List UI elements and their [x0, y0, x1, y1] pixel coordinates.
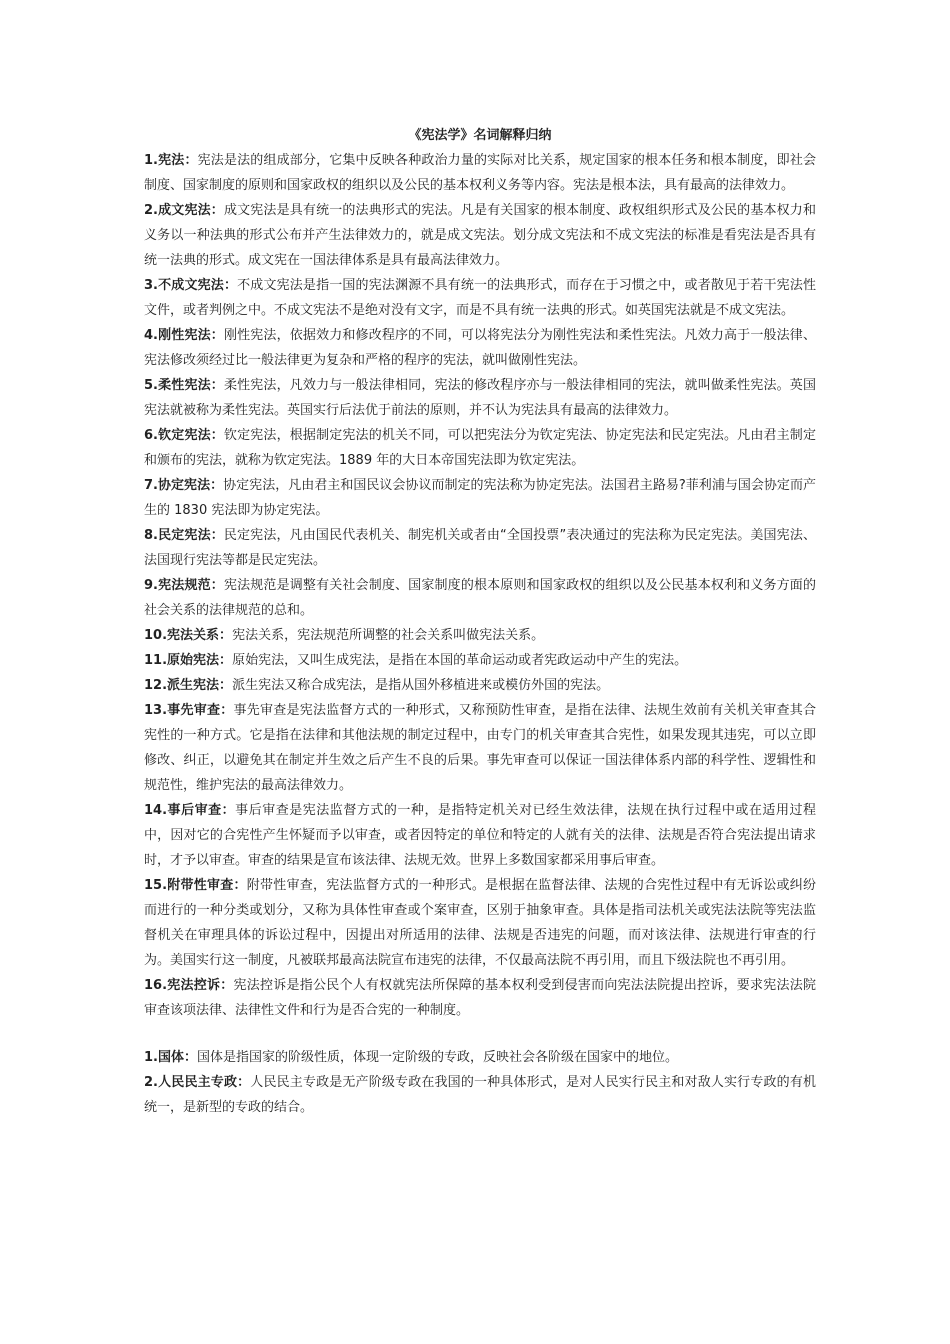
definition-entry: [144, 148, 816, 198]
definition-text: 协定宪法，凡由君主和国民议会协议而制定的宪法称为协定宪法。法国君主路易?菲利浦与国会协定而产生的 1830 宪法即为协定宪法。: [144, 478, 816, 518]
definition-entry: [144, 873, 816, 973]
definition-text: 宪法是法的组成部分，它集中反映各种政治力量的实际对比关系，规定国家的根本任务和根本制度，即社会制度、国家制度的原则和国家政权的组织以及公民的基本权利义务等内容。宪法是根本法，具有最高的法律效力。: [144, 153, 816, 193]
definition-text: 国体是指国家的阶级性质，体现一定阶级的专政，反映社会各阶级在国家中的地位。: [197, 1050, 679, 1065]
definition-entry: [144, 273, 816, 323]
term-label: 4.刚性宪法：: [144, 328, 224, 343]
definition-entry: [144, 423, 816, 473]
definition-entry: [144, 523, 816, 573]
section-spacer: [144, 1023, 816, 1045]
definition-entry: [144, 1070, 816, 1120]
definition-entry: [144, 648, 816, 673]
definition-text: 附带性审查，宪法监督方式的一种形式。是根据在监督法律、法规的合宪性过程中有无诉讼或纠纷而进行的一种分类或划分，又称为具体性审查或个案审查，区别于抽象审查。具体是指司法机关或宪法法院等宪法监督机关在审理具体的诉讼过程中，因提出对所适用的法律、法规是否违宪的问题，而对该法律、法规进行审查的行为。美国实行这一制度，凡被联邦最高法院宣布违宪的法律，不仅最高法院不再引用，而且下级法院也不再引用。: [144, 878, 816, 968]
definition-text: 钦定宪法，根据制定宪法的机关不同，可以把宪法分为钦定宪法、协定宪法和民定宪法。凡由君主制定和颁布的宪法，就称为钦定宪法。1889 年的大日本帝国宪法即为钦定宪法。: [144, 428, 816, 468]
definition-entry: [144, 198, 816, 273]
definition-entry: [144, 798, 816, 873]
definition-text: 宪法关系，宪法规范所调整的社会关系叫做宪法关系。: [232, 628, 545, 643]
definition-entry: [144, 1045, 816, 1070]
definition-text: 派生宪法又称合成宪法，是指从国外移植进来或模仿外国的宪法。: [232, 678, 610, 693]
definition-entry: [144, 973, 816, 1023]
term-label: 13.事先审查：: [144, 703, 234, 718]
definition-entry: [144, 673, 816, 698]
term-label: 2.人民民主专政：: [144, 1075, 251, 1090]
term-label: 16.宪法控诉：: [144, 978, 234, 993]
definition-text: 人民民主专政是无产阶级专政在我国的一种具体形式，是对人民实行民主和对敌人实行专政的有机统一，是新型的专政的结合。: [144, 1075, 816, 1115]
definition-text: 柔性宪法，凡效力与一般法律相同，宪法的修改程序亦与一般法律相同的宪法，就叫做柔性宪法。英国宪法就被称为柔性宪法。英国实行后法优于前法的原则，并不认为宪法具有最高的法律效力。: [144, 378, 816, 418]
definition-entry: [144, 698, 816, 798]
term-label: 5.柔性宪法：: [144, 378, 224, 393]
definition-entry: [144, 323, 816, 373]
definition-text: 原始宪法，又叫生成宪法，是指在本国的革命运动或者宪政运动中产生的宪法。: [232, 653, 688, 668]
term-label: 14.事后审查：: [144, 803, 236, 818]
definition-text: 成文宪法是具有统一的法典形式的宪法。凡是有关国家的根本制度、政权组织形式及公民的基本权力和义务以一种法典的形式公布并产生法律效力的，就是成文宪法。划分成文宪法和不成文宪法的标准是看宪法是否具有统一法典的形式。成文宪在一国法律体系是具有最高法律效力。: [144, 203, 816, 268]
term-label: 15.附带性审查：: [144, 878, 247, 893]
definition-text: 宪法规范是调整有关社会制度、国家制度的根本原则和国家政权的组织以及公民基本权利和义务方面的社会关系的法律规范的总和。: [144, 578, 816, 618]
definition-text: 刚性宪法，依据效力和修改程序的不同，可以将宪法分为刚性宪法和柔性宪法。凡效力高于一般法律、宪法修改须经过比一般法律更为复杂和严格的程序的宪法，就叫做刚性宪法。: [144, 328, 816, 368]
term-label: 3.不成文宪法：: [144, 278, 238, 293]
definition-entry: [144, 473, 816, 523]
term-label: 1.宪法：: [144, 153, 198, 168]
term-label: 6.钦定宪法：: [144, 428, 224, 443]
term-label: 9.宪法规范：: [144, 578, 224, 593]
definitions-section-1: [144, 148, 816, 1023]
definition-text: 事后审查是宪法监督方式的一种，是指特定机关对已经生效法律，法规在执行过程中或在适用过程中，因对它的合宪性产生怀疑而予以审查，或者因特定的单位和特定的人就有关的法律、法规是否符合宪法提出请求时，才予以审查。审查的结果是宣布该法律、法规无效。世界上多数国家都采用事后审查。: [144, 803, 816, 868]
definitions-section-2: [144, 1045, 816, 1120]
definition-entry: [144, 623, 816, 648]
term-label: 11.原始宪法：: [144, 653, 233, 668]
definition-entry: [144, 373, 816, 423]
term-label: 2.成文宪法：: [144, 203, 224, 218]
term-label: 7.协定宪法：: [144, 478, 224, 493]
term-label: 12.派生宪法：: [144, 678, 233, 693]
document-body: [144, 126, 816, 1120]
definition-text: 宪法控诉是指公民个人有权就宪法所保障的基本权利受到侵害而向宪法法院提出控诉，要求宪法法院审查该项法律、法律性文件和行为是否合宪的一种制度。: [144, 978, 816, 1018]
term-label: 10.宪法关系：: [144, 628, 233, 643]
term-label: 1.国体：: [144, 1050, 198, 1065]
term-label: 8.民定宪法：: [144, 528, 224, 543]
definition-text: 事先审查是宪法监督方式的一种形式，又称预防性审查，是指在法律、法规生效前有关机关审查其合宪性的一种方式。它是指在法律和其他法规的制定过程中，由专门的机关审查其合宪性，如果发现其违宪，可以立即修改、纠正，以避免其在制定并生效之后产生不良的后果。事先审查可以保证一国法律体系内部的科学性、逻辑性和规范性，维护宪法的最高法律效力。: [144, 703, 816, 793]
definition-text: 不成文宪法是指一国的宪法渊源不具有统一的法典形式，而存在于习惯之中，或者散见于若干宪法性文件，或者判例之中。不成文宪法不是绝对没有文字，而是不具有统一法典的形式。如英国宪法就是不成文宪法。: [144, 278, 816, 318]
definition-entry: [144, 573, 816, 623]
definition-text: 民定宪法，凡由国民代表机关、制宪机关或者由“全国投票”表决通过的宪法称为民定宪法。美国宪法、法国现行宪法等都是民定宪法。: [144, 528, 816, 568]
page-title: 《宪法学》名词解释归纳: [408, 128, 552, 143]
